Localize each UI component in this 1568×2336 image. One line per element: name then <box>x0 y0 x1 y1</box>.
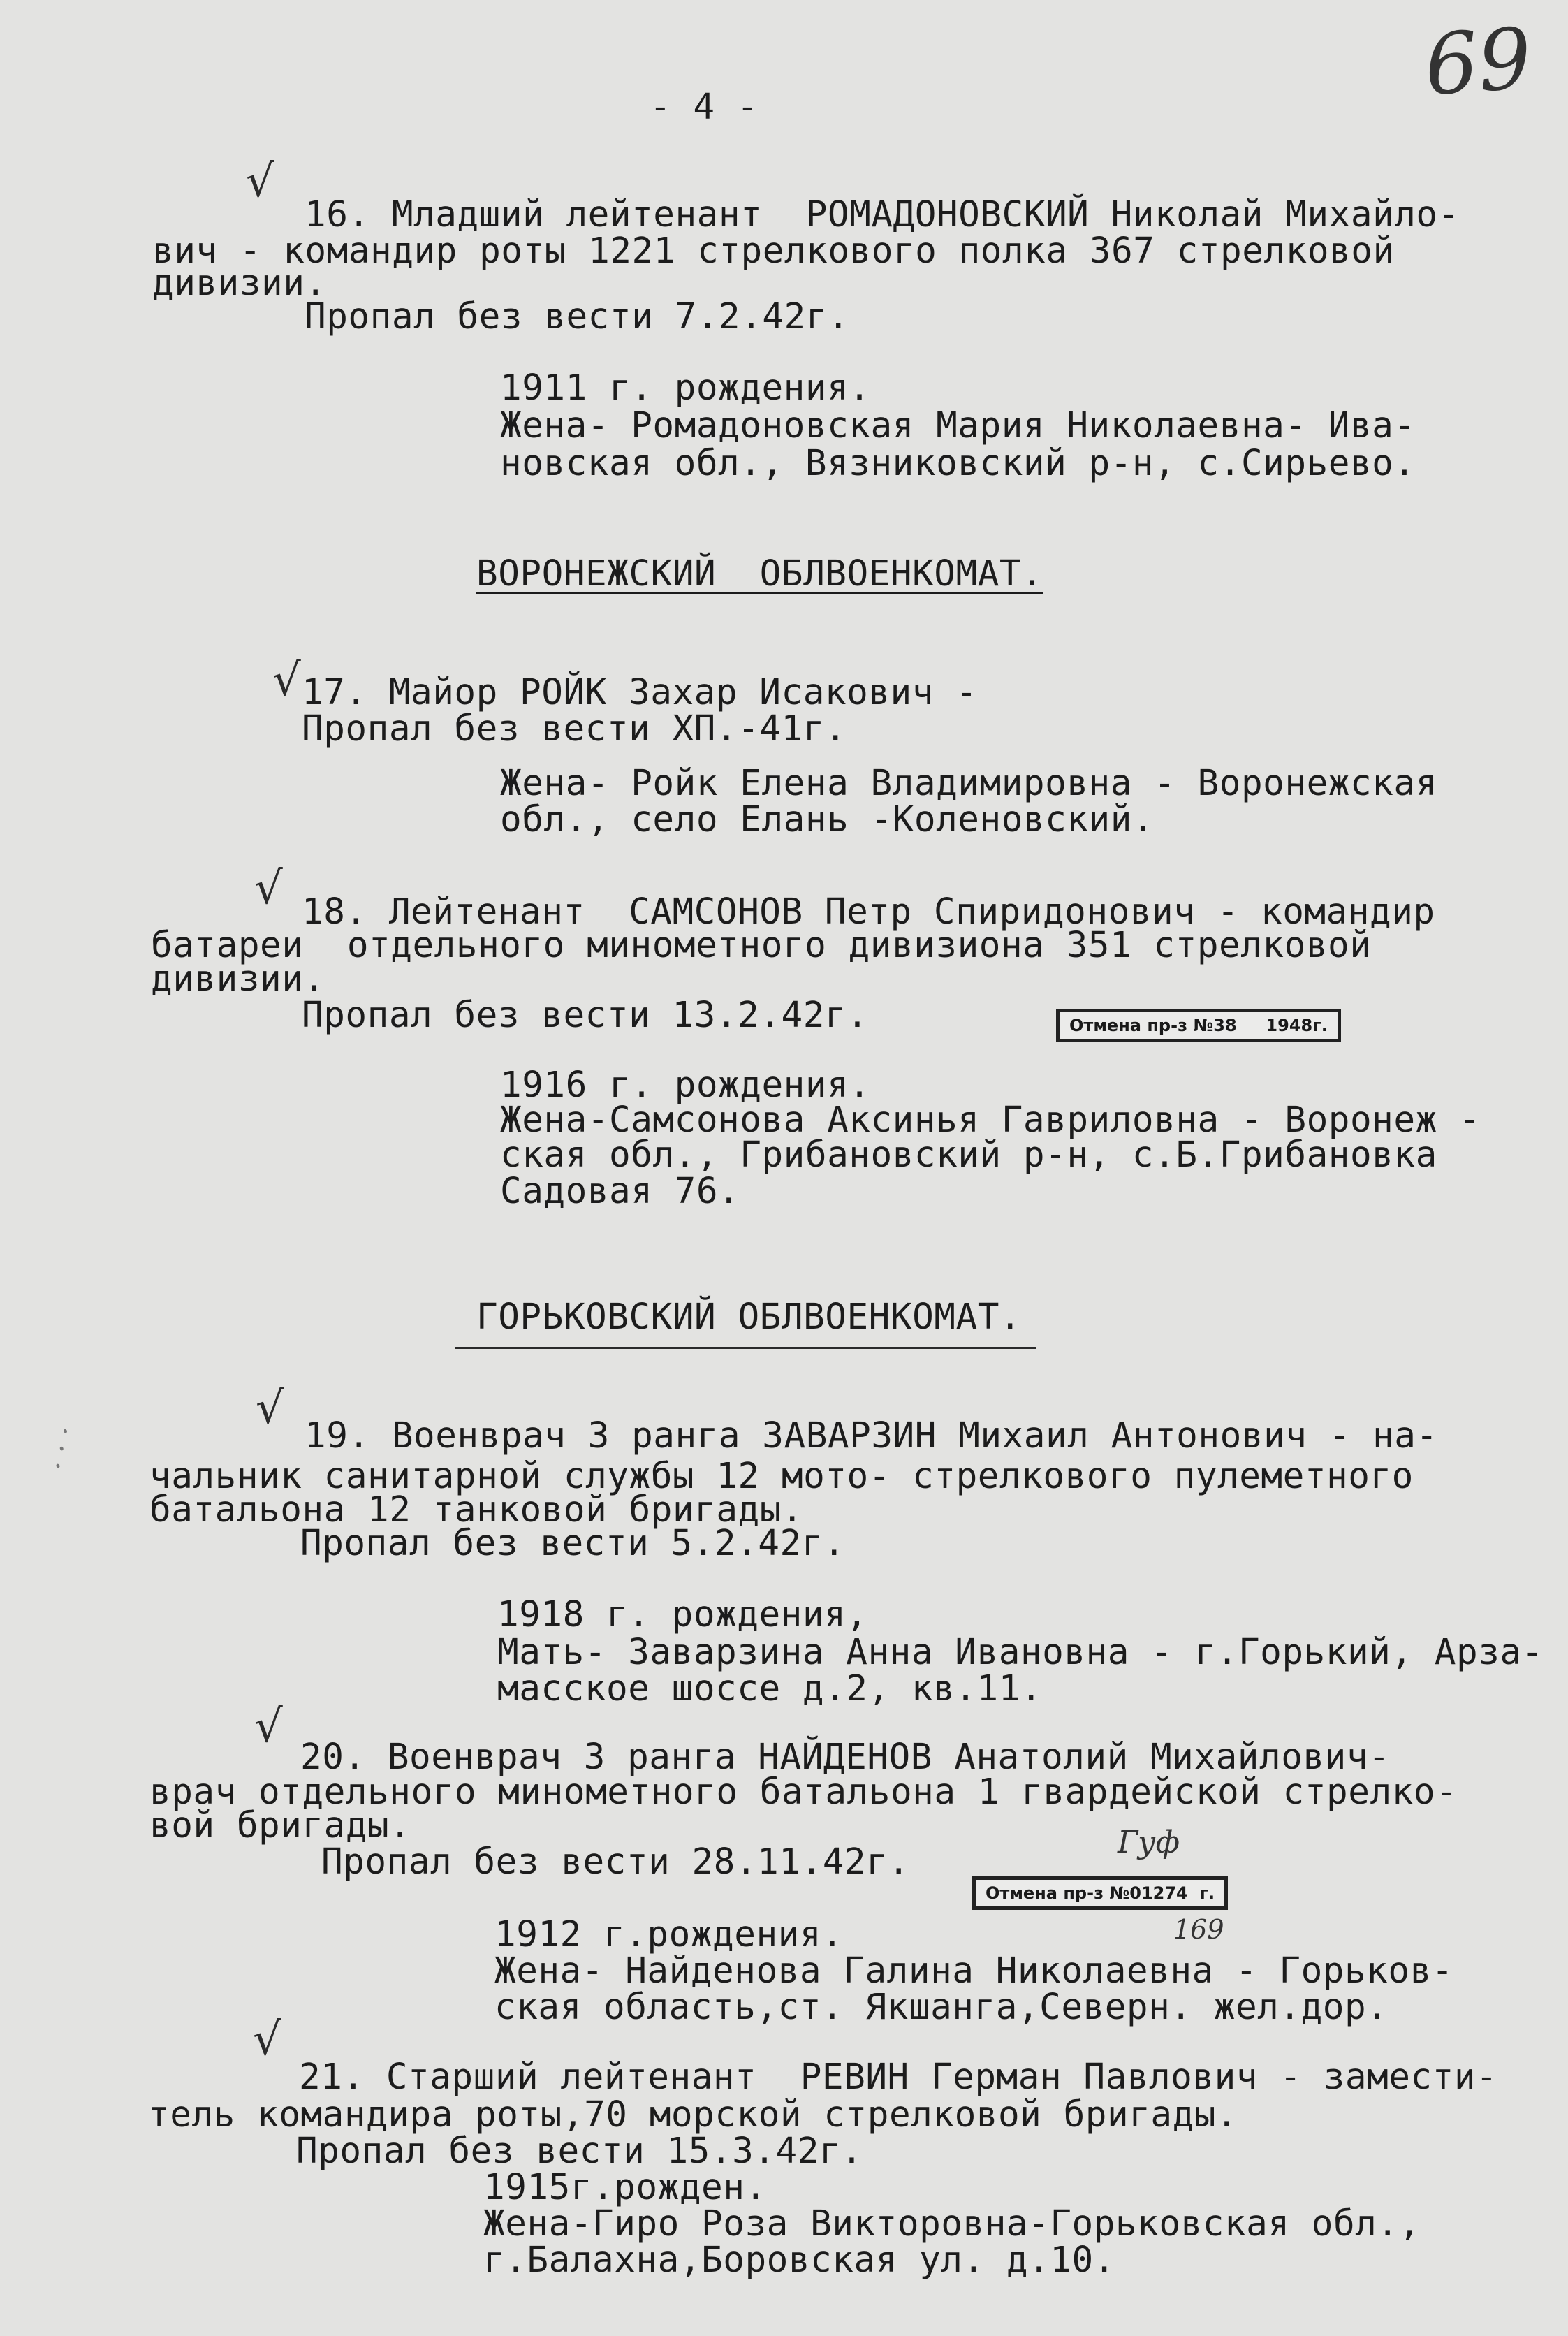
section-heading-voronezh: ВОРОНЕЖСКИЙ ОБЛВОЕНКОМАТ. <box>476 553 1043 594</box>
entry-16-relative-2: новская обл., Вязниковский р-н, с.Сирьево. <box>500 443 1416 484</box>
entry-18-line-2: батареи отдельного минометного дивизиона 351 стрелковой <box>151 925 1372 966</box>
cancellation-stamp-18: Отмена пр-з №38 1948г. <box>1056 1009 1341 1042</box>
margin-handwritten-note: · · · <box>42 1423 83 1474</box>
entry-16-relative-1: Жена- Ромадоновская Мария Николаевна- Ива- <box>500 405 1416 446</box>
entry-17-relative-1: Жена- Ройк Елена Владимировна - Воронежская <box>500 763 1437 804</box>
entry-21-missing: Пропал без вести 15.3.42г. <box>296 2131 863 2172</box>
entry-18-missing: Пропал без вести 13.2.42г. <box>302 995 869 1036</box>
entry-21-line-2: тель командира роты,70 морской стрелковой бригады. <box>148 2094 1238 2136</box>
check-mark-21: √ <box>253 2014 281 2066</box>
check-mark-19: √ <box>256 1382 284 1434</box>
entry-19-line-2: чальник санитарной службы 12 мото- стрелкового пулеметного <box>149 1456 1414 1497</box>
entry-18-line-1: 18. Лейтенант САМСОНОВ Петр Спиридонович - командир <box>302 891 1435 933</box>
handwritten-page-number: 69 <box>1421 10 1535 115</box>
entry-19-relative-2: масское шоссе д.2, кв.11. <box>497 1668 1043 1709</box>
entry-18-relative-2: ская обл., Грибановский р-н, с.Б.Грибановка <box>500 1134 1437 1176</box>
entry-19-missing: Пропал без вести 5.2.42г. <box>300 1523 846 1564</box>
entry-16-birth: 1911 г. рождения. <box>500 367 871 409</box>
entry-21-relative-1: Жена-Гиро Роза Викторовна-Горьковская обл., <box>483 2203 1421 2244</box>
entry-21-relative-2: г.Балахна,Боровская ул. д.10. <box>483 2240 1115 2281</box>
entry-18-relative-3: Садовая 76. <box>500 1171 740 1212</box>
entry-20-line-2: врач отдельного минометного батальона 1 гвардейской стрелко- <box>149 1772 1458 1813</box>
entry-16-line-3: дивизии. <box>152 263 327 304</box>
check-mark-16: √ <box>246 156 274 207</box>
check-mark-17: √ <box>272 655 301 706</box>
entry-20-line-3: вой бригады. <box>149 1805 411 1846</box>
handwritten-note-20: Гуф <box>1118 1825 1180 1860</box>
entry-18-relative-1: Жена-Самсонова Аксинья Гавриловна - Воронеж - <box>500 1100 1481 1141</box>
entry-20-relative-1: Жена- Найденова Галина Николаевна - Горьков- <box>494 1950 1454 1992</box>
entry-19-line-3: батальона 12 танковой бригады. <box>149 1489 804 1531</box>
entry-16-line-2: вич - командир роты 1221 стрелкового полка 367 стрелковой <box>152 231 1395 272</box>
check-mark-18: √ <box>254 863 283 914</box>
entry-16-missing: Пропал без вести 7.2.42г. <box>305 296 850 337</box>
cancellation-stamp-20: Отмена пр-з №01274 г. <box>972 1876 1228 1910</box>
entry-20-missing: Пропал без вести 28.11.42г. <box>321 1841 910 1883</box>
entry-18-line-3: дивизии. <box>151 958 325 1000</box>
check-mark-20: √ <box>254 1701 283 1753</box>
entry-16-line-1: 16. Младший лейтенант РОМАДОНОВСКИЙ Николай Михайло- <box>305 194 1460 235</box>
entry-19-birth: 1918 г. рождения, <box>497 1594 868 1635</box>
entry-21-birth: 1915г.рожден. <box>483 2167 767 2208</box>
entry-20-birth: 1912 г.рождения. <box>494 1914 844 1955</box>
page-number: - 4 - <box>650 87 759 128</box>
entry-19-relative-1: Мать- Заварзина Анна Ивановна - г.Горький, Арза- <box>497 1632 1544 1673</box>
heading-underline <box>455 1347 1036 1349</box>
entry-19-line-1: 19. Военврач 3 ранга ЗАВАРЗИН Михаил Антонович - на- <box>305 1415 1438 1457</box>
entry-17-missing: Пропал без вести XП.-41г. <box>302 708 847 750</box>
entry-18-birth: 1916 г. рождения. <box>500 1065 871 1106</box>
handwritten-number-20: 169 <box>1173 1914 1224 1945</box>
entry-17-line-1: 17. Майор РОЙК Захар Исакович - <box>302 672 978 713</box>
entry-20-relative-2: ская область,ст. Якшанга,Северн. жел.дор. <box>494 1987 1389 2028</box>
entry-20-line-1: 20. Военврач 3 ранга НАЙДЕНОВ Анатолий Михайлович- <box>300 1737 1391 1778</box>
entry-17-relative-2: обл., село Елань -Коленовский. <box>500 799 1155 840</box>
section-heading-gorky: ГОРЬКОВСКИЙ ОБЛВОЕНКОМАТ. <box>476 1297 1022 1338</box>
entry-21-line-1: 21. Старший лейтенант РЕВИН Герман Павлович - замести- <box>299 2057 1498 2098</box>
